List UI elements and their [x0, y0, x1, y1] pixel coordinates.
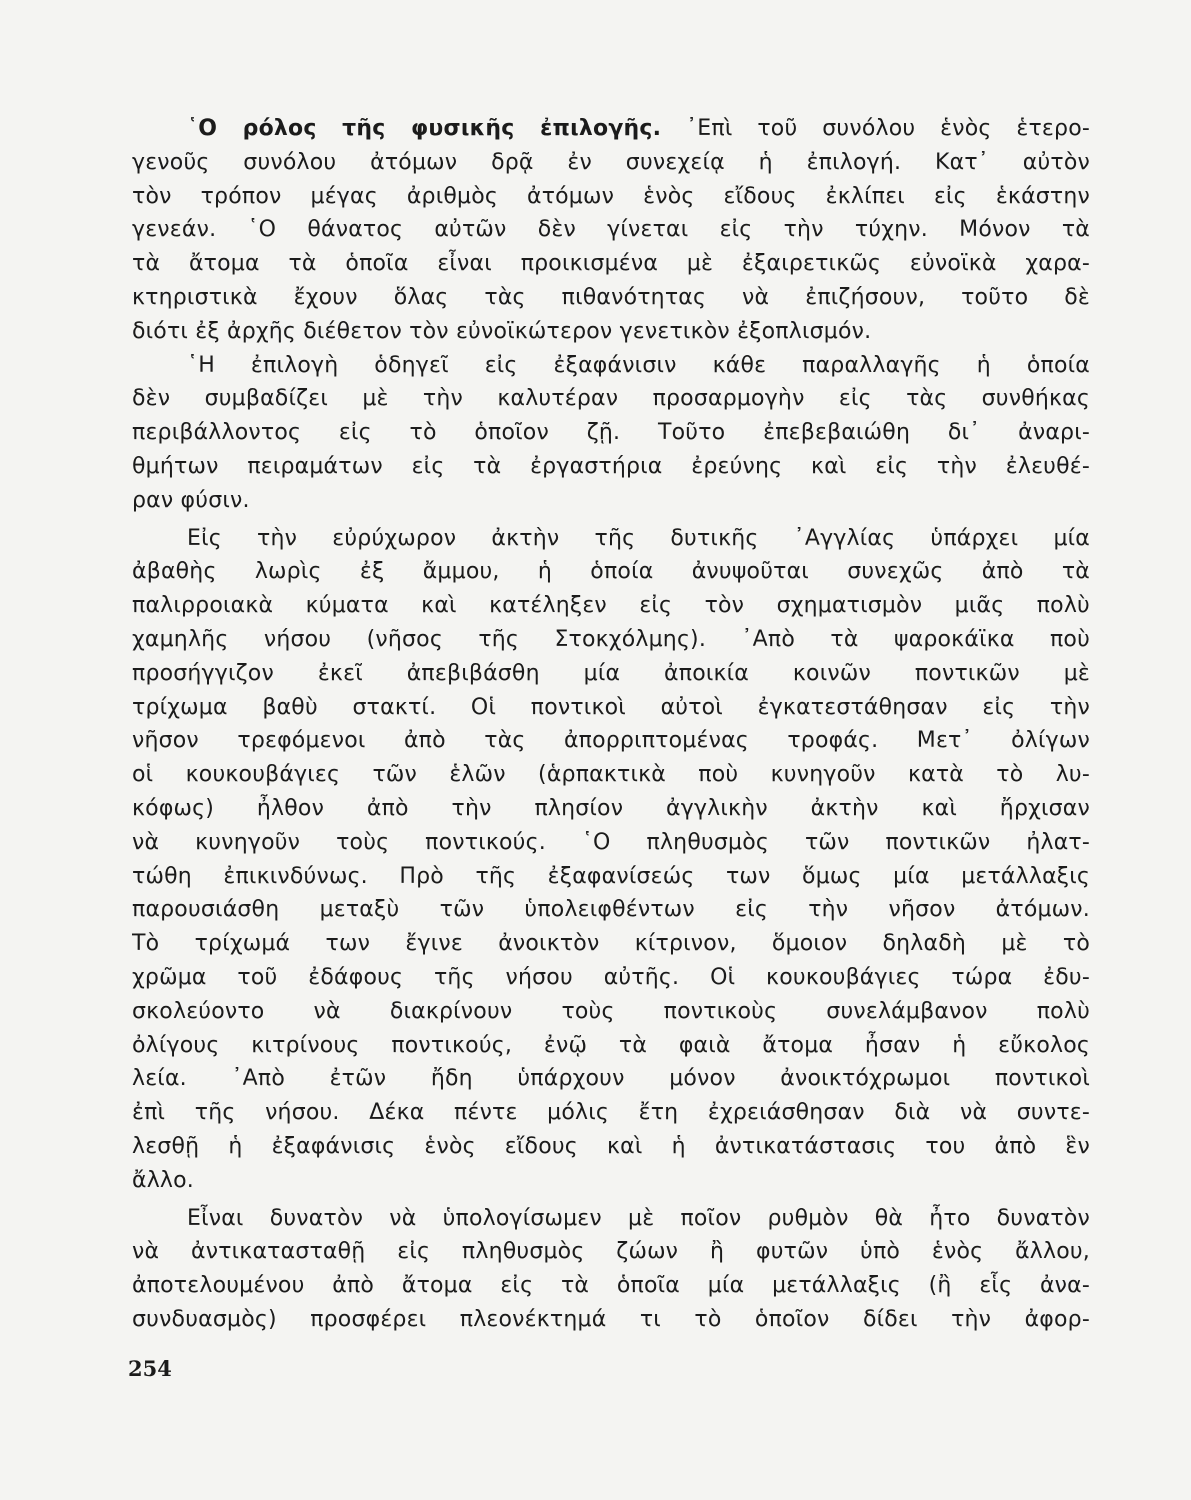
text-line: γενεάν. ῾Ο θάνατος αὐτῶν δὲν γίνεται εἰς τὴν τύχην. Μόνον τὰ — [132, 217, 1090, 243]
text-line: περιβάλλοντος εἰς τὸ ὁποῖον ζῇ. Τοῦτο ἐπεβεβαιώθη δι᾽ ἀναρι- — [132, 420, 1090, 446]
first-line-text: ᾽Επὶ τοῦ συνόλου ἑνὸς ἑτερο- — [661, 116, 1090, 141]
text-line: κόφως) ἦλθον ἀπὸ τὴν πλησίον ἀγγλικὴν ἀκτὴν καὶ ἤρχισαν — [132, 795, 1090, 821]
text-line: ἐπὶ τῆς νήσου. Δέκα πέντε μόλις ἔτη ἐχρειάσθησαν διὰ νὰ συντε- — [132, 1100, 1090, 1126]
page-body — [132, 112, 1090, 1337]
text-line: τρίχωμα βαθὺ στακτί. Οἱ ποντικοὶ αὐτοὶ ἐγκατεστάθησαν εἰς τὴν — [132, 694, 1090, 720]
text-line: ὀλίγους κιτρίνους ποντικούς, ἐνῷ τὰ φαιὰ ἄτομα ἦσαν ἡ εὔκολος — [132, 1032, 1090, 1058]
text-line: ραν φύσιν. — [132, 487, 250, 513]
text-line: χρῶμα τοῦ ἐδάφους τῆς νήσου αὐτῆς. Οἱ κουκουβάγιες τώρα ἐδυ- — [132, 964, 1090, 990]
text-line: δὲν συμβαδίζει μὲ τὴν καλυτέραν προσαρμογὴν εἰς τὰς συνθήκας — [132, 386, 1090, 412]
text-line: νὰ κυνηγοῦν τοὺς ποντικούς. ῾Ο πληθυσμὸς τῶν ποντικῶν ἠλατ- — [132, 829, 1090, 855]
text-line: ἄλλο. — [132, 1167, 194, 1193]
text-line: ἀβαθὴς λωρὶς ἐξ ἄμμου, ἡ ὁποία ἀνυψοῦται συνεχῶς ἀπὸ τὰ — [132, 559, 1090, 585]
text-line: τὸν τρόπον μέγας ἀριθμὸς ἀτόμων ἑνὸς εἴδους ἐκλίπει εἰς ἑκάστην — [132, 183, 1090, 209]
text-line: οἱ κουκουβάγιες τῶν ἑλῶν (ἁρπακτικὰ ποὺ κυνηγοῦν κατὰ τὸ λυ- — [132, 762, 1090, 788]
text-line: λεσθῇ ἡ ἐξαφάνισις ἑνὸς εἴδους καὶ ἡ ἀντικατάστασις του ἀπὸ ἓν — [132, 1133, 1090, 1159]
text-line: συνδυασμὸς) προσφέρει πλεονέκτημά τι τὸ ὁποῖον δίδει τὴν ἀφορ- — [132, 1306, 1090, 1332]
text-line: νῆσον τρεφόμενοι ἀπὸ τὰς ἀπορριπτομένας τροφάς. Μετ᾽ ὀλίγων — [132, 728, 1090, 754]
text-line: κτηριστικὰ ἔχουν ὅλας τὰς πιθανότητας νὰ ἐπιζήσουν, τοῦτο δὲ — [132, 284, 1090, 310]
text-line — [132, 112, 1090, 146]
text-line: χαμηλῆς νήσου (νῆσος τῆς Στοκχόλμης). ᾽Απὸ τὰ ψαροκάϊκα ποὺ — [132, 626, 1090, 652]
text-line: προσήγγιζον ἐκεῖ ἀπεβιβάσθη μία ἀποικία κοινῶν ποντικῶν μὲ — [132, 660, 1090, 686]
text-line: Τὸ τρίχωμά των ἔγινε ἀνοικτὸν κίτρινον, ὅμοιον δηλαδὴ μὲ τὸ — [132, 931, 1090, 957]
page-number: 254 — [128, 1356, 172, 1381]
text-line: σκολεύοντο νὰ διακρίνουν τοὺς ποντικοὺς συνελάμβανον πολὺ — [132, 998, 1090, 1024]
text-line: θμήτων πειραμάτων εἰς τὰ ἐργαστήρια ἐρεύνης καὶ εἰς τὴν ἐλευθέ- — [132, 453, 1090, 479]
text-line: νὰ ἀντικατασταθῇ εἰς πληθυσμὸς ζώων ἢ φυτῶν ὑπὸ ἑνὸς ἄλλου, — [132, 1239, 1090, 1265]
text-line: λεία. ᾽Απὸ ἐτῶν ἤδη ὑπάρχουν μόνον ἀνοικτόχρωμοι ποντικοὶ — [132, 1066, 1090, 1092]
text-line: παρουσιάσθη μεταξὺ τῶν ὑπολειφθέντων εἰς τὴν νῆσον ἀτόμων. — [132, 897, 1090, 923]
text-line: παλιρροιακὰ κύματα καὶ κατέληξεν εἰς τὸν σχηματισμὸν μιᾶς πολὺ — [132, 593, 1090, 619]
text-line: τώθη ἐπικινδύνως. Πρὸ τῆς ἐξαφανίσεώς των ὅμως μία μετάλλαξις — [132, 863, 1090, 889]
text-line: τὰ ἄτομα τὰ ὁποῖα εἶναι προικισμένα μὲ ἐξαιρετικῶς εὐνοϊκὰ χαρα- — [132, 251, 1090, 277]
text-line: διότι ἐξ ἀρχῆς διέθετον τὸν εὐνοϊκώτερον γενετικὸν ἐξοπλισμόν. — [132, 318, 872, 344]
text-line: ῾Η ἐπιλογὴ ὁδηγεῖ εἰς ἐξαφάνισιν κάθε παραλλαγῆς ἡ ὁποία — [187, 352, 1090, 378]
text-line: γενοῦς συνόλου ἀτόμων δρᾷ ἐν συνεχείᾳ ἡ ἐπιλογή. Κατ᾽ αὐτὸν — [132, 149, 1090, 175]
text-line: Εἶναι δυνατὸν νὰ ὑπολογίσωμεν μὲ ποῖον ρυθμὸν θὰ ἦτο δυνατὸν — [187, 1205, 1090, 1231]
text-line: ἀποτελουμένου ἀπὸ ἄτομα εἰς τὰ ὁποῖα μία μετάλλαξις (ἢ εἷς ἀνα- — [132, 1273, 1090, 1299]
text-line: Εἰς τὴν εὐρύχωρον ἀκτὴν τῆς δυτικῆς ᾽Αγγλίας ὑπάρχει μία — [187, 525, 1090, 551]
section-heading: ῾Ο ρόλος τῆς φυσικῆς ἐπιλογῆς. — [187, 116, 662, 141]
